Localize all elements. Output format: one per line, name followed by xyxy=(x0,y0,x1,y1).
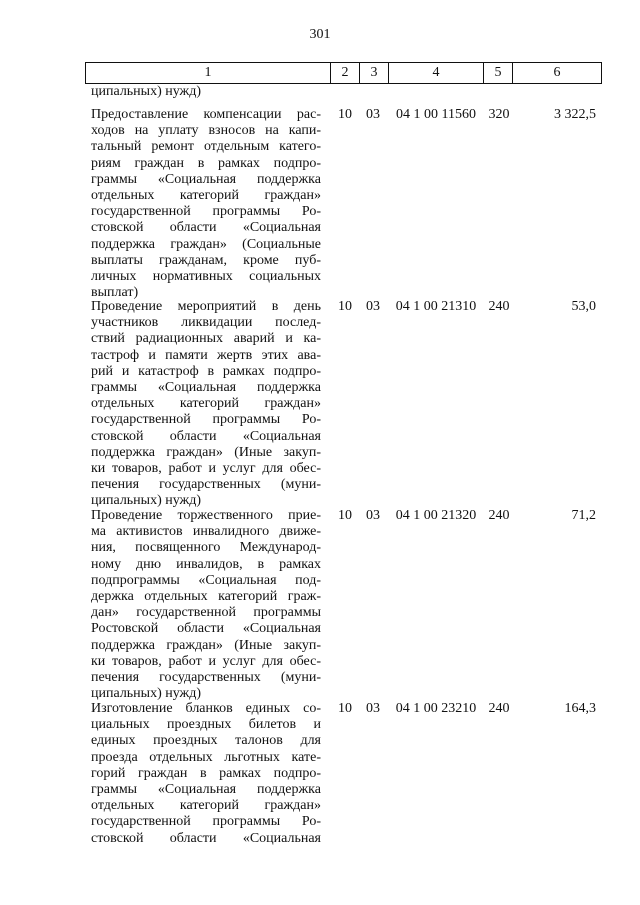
description-line: циальных проездных билетов и xyxy=(91,717,321,733)
description-line: стовской области «Социальная xyxy=(91,830,321,846)
subsection-cell: 03 xyxy=(366,701,380,716)
description-line: Ростовской области «Социальная xyxy=(91,621,321,637)
target-article-cell: 04 1 00 23210 xyxy=(395,701,477,716)
description-line: проезда отдельных льготных кате- xyxy=(91,749,321,765)
description-line: стовской области «Социальная xyxy=(91,428,321,444)
amount-cell: 164,3 xyxy=(564,701,596,716)
description-line: ному дню инвалидов, в рамках xyxy=(91,556,321,572)
section-cell: 10 xyxy=(338,299,352,314)
description-line: личных нормативных социальных xyxy=(91,268,321,284)
description-line: рий и катастроф в рамках подпро- xyxy=(91,363,321,379)
description-line: поддержка граждан» (Иные закуп- xyxy=(91,444,321,460)
description-line: ки товаров, работ и услуг для обес- xyxy=(91,653,321,669)
header-col-3: 3 xyxy=(360,63,389,84)
description-line: отдельных категорий граждан» xyxy=(91,396,321,412)
page-number: 301 xyxy=(309,27,331,42)
description-line: ходов на уплату взносов на капи- xyxy=(91,123,321,139)
description-line: граммы «Социальная поддержка xyxy=(91,379,321,395)
description-line: тальный ремонт отдельным катего- xyxy=(91,139,321,155)
header-col-4: 4 xyxy=(389,63,484,84)
header-col-2: 2 xyxy=(331,63,360,84)
header-col-5: 5 xyxy=(484,63,513,84)
table-header xyxy=(85,62,602,84)
description-line: тастроф и памяти жертв этих ава- xyxy=(91,347,321,363)
continuation-text: ципальных) нужд) xyxy=(91,84,202,99)
description-line: граммы «Социальная поддержка xyxy=(91,171,321,187)
description-line: стовской области «Социальная xyxy=(91,220,321,236)
section-cell: 10 xyxy=(338,508,352,523)
section-cell: 10 xyxy=(338,701,352,716)
description-line: государственной программы Ро- xyxy=(91,204,321,220)
description-line: выплат) xyxy=(91,285,139,301)
description-line: единых проездных талонов для xyxy=(91,733,321,749)
description-line: горий граждан в рамках подпро- xyxy=(91,765,321,781)
description-line: ки товаров, работ и услуг для обес- xyxy=(91,460,321,476)
header-col-6: 6 xyxy=(513,63,602,84)
description-line: поддержка граждан» (Иные закуп- xyxy=(91,637,321,653)
description-line: печения государственных (муни- xyxy=(91,669,321,685)
description-line: Изготовление бланков единых со- xyxy=(91,701,321,716)
description-line: ствий радиационных аварий и ка- xyxy=(91,331,321,347)
description-line: Проведение торжественного прие- xyxy=(91,508,321,523)
description-line: Проведение мероприятий в день xyxy=(91,299,321,314)
description-line: отдельных категорий граждан» xyxy=(91,187,321,203)
target-article-cell: 04 1 00 21310 xyxy=(395,299,477,314)
subsection-cell: 03 xyxy=(366,107,380,122)
row-description xyxy=(91,299,321,509)
description-line: ния, посвященного Международ- xyxy=(91,540,321,556)
amount-cell: 71,2 xyxy=(571,508,596,523)
amount-cell: 53,0 xyxy=(571,299,596,314)
expense-type-cell: 240 xyxy=(488,299,510,314)
row-description xyxy=(91,508,321,702)
target-article-cell: 04 1 00 21320 xyxy=(395,508,477,523)
description-line: печения государственных (муни- xyxy=(91,477,321,493)
description-line: Предоставление компенсации рас- xyxy=(91,107,321,122)
row-description xyxy=(91,107,321,301)
description-line: риям граждан в рамках подпро- xyxy=(91,155,321,171)
expense-type-cell: 320 xyxy=(488,107,510,122)
description-line: государственной программы Ро- xyxy=(91,814,321,830)
description-line: граммы «Социальная поддержка xyxy=(91,781,321,797)
description-line: ципальных) нужд) xyxy=(91,686,202,702)
subsection-cell: 03 xyxy=(366,299,380,314)
description-line: ципальных) нужд) xyxy=(91,493,202,509)
description-line: дан» государственной программы xyxy=(91,605,321,621)
description-line: отдельных категорий граждан» xyxy=(91,798,321,814)
expense-type-cell: 240 xyxy=(488,701,510,716)
target-article-cell: 04 1 00 11560 xyxy=(396,107,476,122)
description-line: ма активистов инвалидного движе- xyxy=(91,524,321,540)
description-line: участников ликвидации послед- xyxy=(91,315,321,331)
header-col-1: 1 xyxy=(86,63,331,84)
section-cell: 10 xyxy=(338,107,352,122)
description-line: держка отдельных категорий граж- xyxy=(91,588,321,604)
description-line: выплаты гражданам, кроме пуб- xyxy=(91,252,321,268)
description-line: поддержка граждан» (Социальные xyxy=(91,236,321,252)
description-line: государственной программы Ро- xyxy=(91,412,321,428)
row-description xyxy=(91,701,321,847)
amount-cell: 3 322,5 xyxy=(554,107,596,122)
expense-type-cell: 240 xyxy=(488,508,510,523)
subsection-cell: 03 xyxy=(366,508,380,523)
description-line: подпрограммы «Социальная под- xyxy=(91,572,321,588)
